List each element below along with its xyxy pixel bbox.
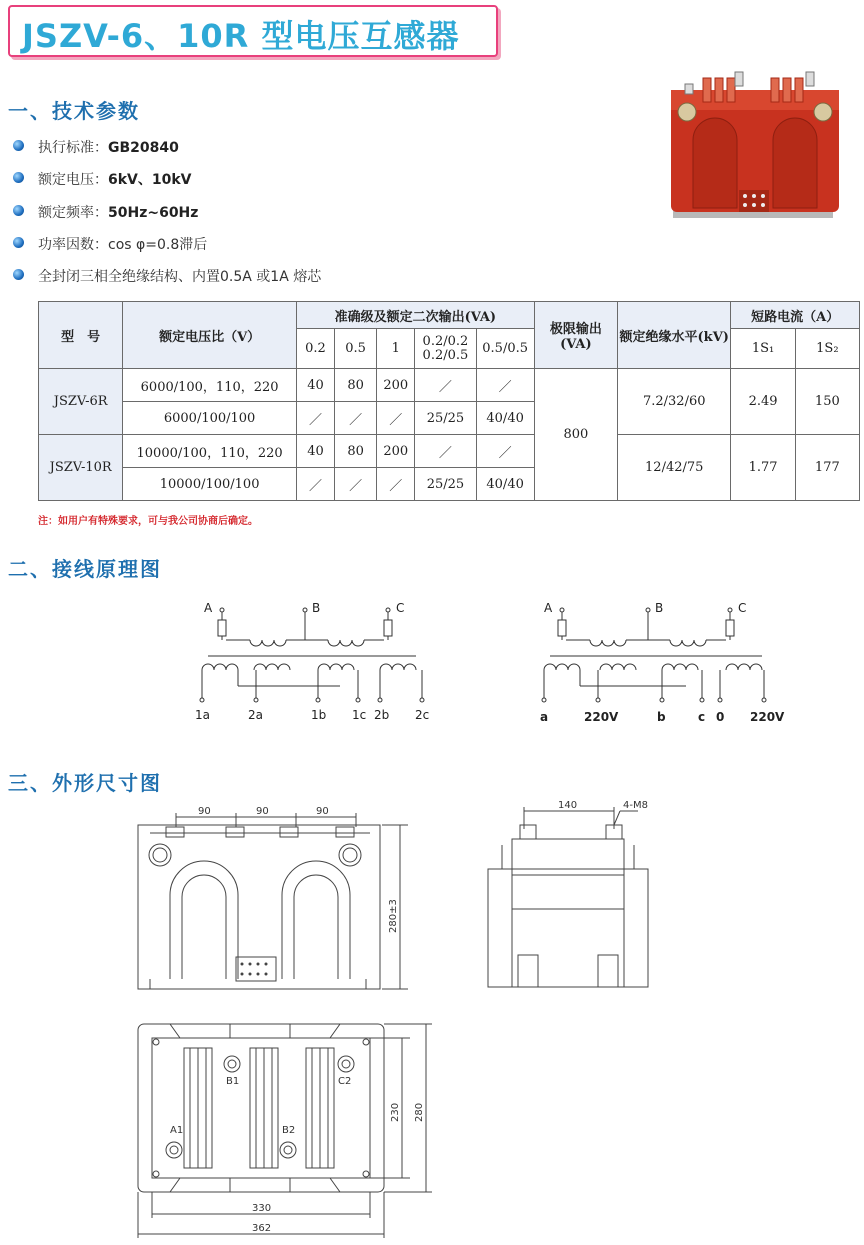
terminal-label: C — [396, 601, 405, 615]
dim-label: 280±3 — [388, 899, 399, 933]
terminal-label: c — [698, 710, 706, 724]
wiring-diagram-left — [190, 598, 440, 728]
spec-structure: 全封闭三相全绝缘结构、内置0.5A 或1A 熔芯 — [38, 269, 322, 285]
ratio-cell: 6000/100，110，220 — [123, 369, 297, 402]
insulation-cell: 7.2/32/60 — [618, 369, 731, 435]
value-cell: ／ — [296, 468, 334, 501]
spec-standard: 执行标准：GB20840 — [38, 140, 179, 156]
terminal-label: 2b — [374, 708, 390, 722]
dim-label: 280 — [414, 1102, 425, 1122]
terminal-label: a — [540, 710, 549, 724]
dim-label: 90 — [316, 806, 329, 817]
value-cell: 40 — [296, 435, 334, 468]
value-cell: 40/40 — [476, 468, 534, 501]
value-cell: 80 — [335, 369, 377, 402]
table-row — [39, 369, 860, 402]
terminal-label: B — [312, 601, 321, 615]
section-dims-title: 三、外形尺寸图 — [8, 771, 162, 795]
side-view-drawing — [480, 795, 660, 995]
model-cell: JSZV-10R — [39, 435, 123, 501]
s1-cell: 1.77 — [731, 435, 795, 501]
terminal-label: C2 — [338, 1076, 352, 1087]
acc-col: 0.5/0.5 — [476, 329, 534, 369]
value-cell: 40 — [296, 369, 334, 402]
value-cell: ／ — [415, 435, 476, 468]
note-text: 注：如用户有特殊要求，可与我公司协商后确定。 — [38, 516, 258, 527]
value-cell: ／ — [377, 468, 415, 501]
header-insulation: 额定绝缘水平(kV) — [618, 302, 731, 369]
value-cell: 25/25 — [415, 402, 476, 435]
plan-view-drawing — [130, 1018, 440, 1243]
dim-label: 90 — [198, 806, 211, 817]
bullet-icon — [13, 140, 24, 151]
terminal-label: 1c — [352, 708, 367, 722]
terminal-label: C — [738, 601, 747, 615]
terminal-label: B2 — [282, 1125, 296, 1136]
value-cell: 80 — [335, 435, 377, 468]
short-col: 1S₂ — [795, 329, 859, 369]
table-row — [39, 435, 860, 468]
value-cell: 200 — [377, 369, 415, 402]
terminal-label: 220V — [584, 710, 619, 724]
dim-label: 90 — [256, 806, 269, 817]
spec-frequency: 额定频率：50Hz~60Hz — [38, 205, 199, 221]
ratio-cell: 10000/100/100 — [123, 468, 297, 501]
value-cell: ／ — [335, 468, 377, 501]
header-accuracy: 准确级及额定二次输出(VA) — [296, 302, 534, 329]
terminal-label: 0 — [716, 710, 725, 724]
ratio-cell: 6000/100/100 — [123, 402, 297, 435]
value-cell: ／ — [415, 369, 476, 402]
value-cell: ／ — [296, 402, 334, 435]
spec-table — [38, 301, 860, 501]
value-cell: ／ — [377, 402, 415, 435]
terminal-label: b — [657, 710, 666, 724]
acc-col: 0.2 — [296, 329, 334, 369]
acc-col: 1 — [377, 329, 415, 369]
terminal-label: A — [544, 601, 553, 615]
insulation-cell: 12/42/75 — [618, 435, 731, 501]
value-cell: ／ — [476, 369, 534, 402]
ratio-cell: 10000/100，110，220 — [123, 435, 297, 468]
model-cell: JSZV-6R — [39, 369, 123, 435]
value-cell: ／ — [335, 402, 377, 435]
bullet-icon — [13, 237, 24, 248]
terminal-label: A1 — [170, 1125, 184, 1136]
spec-voltage: 额定电压：6kV、10kV — [38, 172, 192, 188]
page-title: JSZV-6、10R 型电压互感器 — [22, 17, 460, 55]
dim-label: 140 — [558, 800, 578, 811]
s2-cell: 150 — [795, 369, 859, 435]
wiring-diagram-right — [530, 598, 800, 728]
header-short-circuit: 短路电流（A） — [731, 302, 860, 329]
s1-cell: 2.49 — [731, 369, 795, 435]
section-tech-title: 一、技术参数 — [8, 99, 140, 123]
terminal-label: B1 — [226, 1076, 240, 1087]
spec-power-factor: 功率因数：cos φ=0.8滞后 — [38, 237, 208, 253]
limit-cell: 800 — [534, 369, 617, 501]
value-cell: 40/40 — [476, 402, 534, 435]
header-limit: 极限输出(VA) — [534, 302, 617, 369]
bullet-icon — [13, 172, 24, 183]
product-photo — [663, 70, 846, 222]
value-cell: 25/25 — [415, 468, 476, 501]
terminal-label: 2c — [415, 708, 430, 722]
acc-col: 0.5 — [335, 329, 377, 369]
terminal-label: 1a — [195, 708, 210, 722]
dim-label: 4-M8 — [623, 800, 648, 811]
title-banner — [8, 5, 498, 57]
front-view-drawing — [130, 803, 420, 998]
bullet-icon — [13, 205, 24, 216]
terminal-label: A — [204, 601, 213, 615]
dim-label: 230 — [390, 1102, 401, 1122]
header-model: 型 号 — [39, 302, 123, 369]
value-cell: 200 — [377, 435, 415, 468]
value-cell: ／ — [476, 435, 534, 468]
short-col: 1S₁ — [731, 329, 795, 369]
section-wiring-title: 二、接线原理图 — [8, 557, 162, 581]
dim-label: 362 — [252, 1223, 272, 1234]
acc-col: 0.2/0.2 0.2/0.5 — [415, 329, 476, 369]
terminal-label: B — [655, 601, 664, 615]
bullet-icon — [13, 269, 24, 280]
s2-cell: 177 — [795, 435, 859, 501]
terminal-label: 1b — [311, 708, 327, 722]
header-ratio: 额定电压比（V） — [123, 302, 297, 369]
terminal-label: 2a — [248, 708, 263, 722]
terminal-label: 220V — [750, 710, 785, 724]
dim-label: 330 — [252, 1203, 272, 1214]
